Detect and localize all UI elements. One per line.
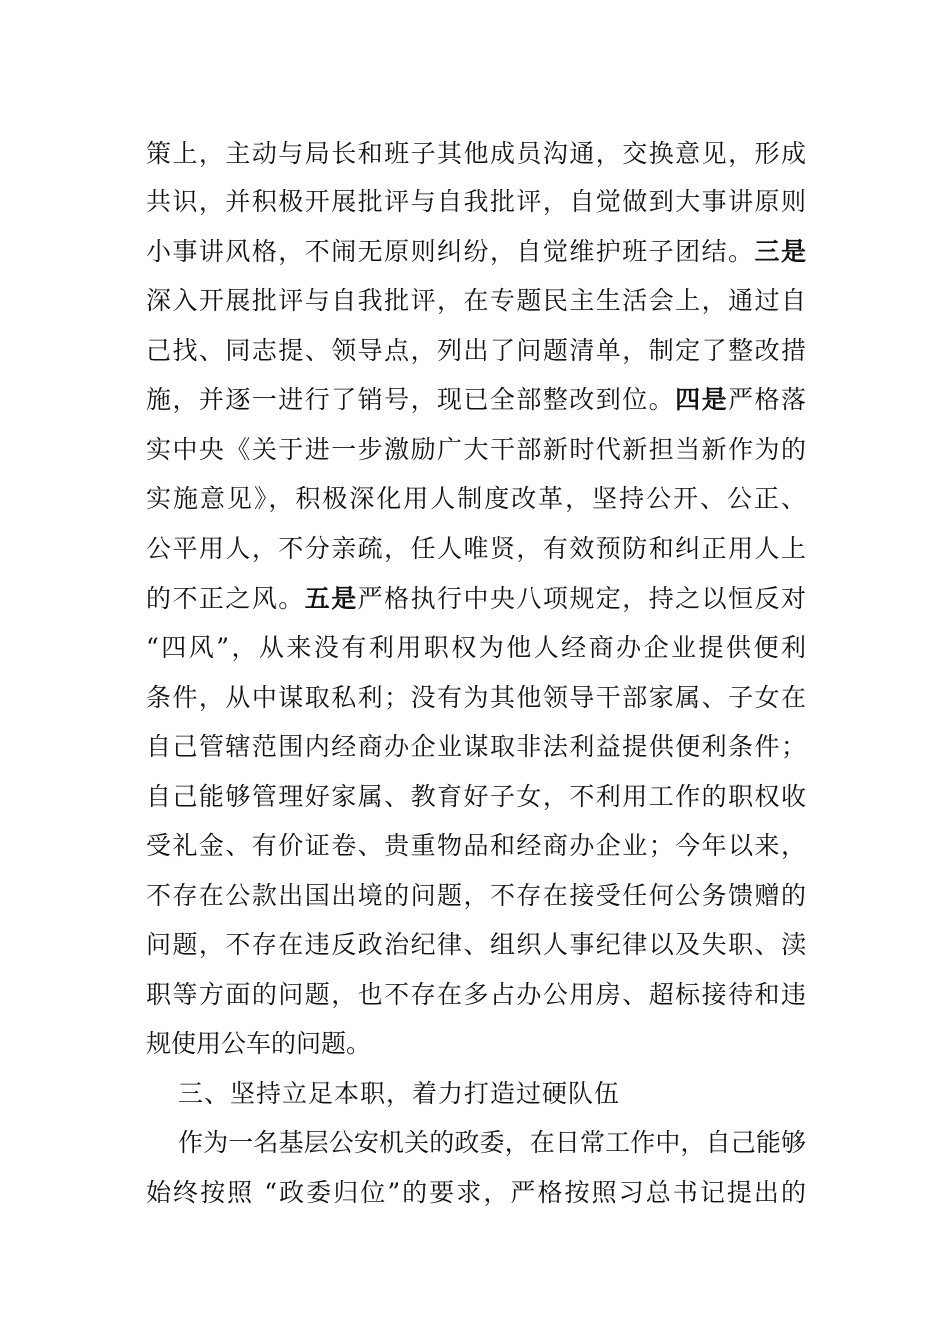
bold-marker: 三是 (754, 237, 806, 266)
text-run: 严格落 (728, 385, 806, 414)
text-line (146, 479, 806, 519)
text-run: 公平用人，不分亲疏，任人唯贤，有效预防和纠正用人上 (146, 534, 806, 563)
text-run: 条件，从中谋取私利；没有为其他领导干部家属、子女在 (146, 683, 806, 712)
text-line (146, 925, 806, 965)
text-line (146, 876, 806, 916)
text-line (178, 1123, 806, 1163)
text-line (146, 1024, 806, 1064)
text-line (146, 281, 806, 321)
text-line (146, 628, 806, 668)
text-run: 始终按照 “政委归位”的要求，严格按照习总书记提出的 (146, 1178, 806, 1207)
text-line (146, 182, 806, 222)
text-run: 问题，不存在违反政治纪律、组织人事纪律以及失职、渎 (146, 930, 806, 959)
heading-text: 三、坚持立足本职，着力打造过硬队伍 (178, 1079, 621, 1108)
text-run: 职等方面的问题，也不存在多占办公用房、超标接待和违 (146, 980, 806, 1009)
text-run: 深入开展批评与自我批评，在专题民主生活会上，通过自 (146, 286, 806, 315)
text-line (146, 975, 806, 1015)
text-run: 不存在公款出国出境的问题，不存在接受任何公务馈赠的 (146, 881, 806, 910)
text-line (146, 380, 806, 420)
text-run: 策上，主动与局长和班子其他成员沟通，交换意见，形成 (146, 139, 806, 168)
text-line (146, 777, 806, 817)
text-line (146, 430, 806, 470)
text-run: 规使用公车的问题。 (146, 1029, 372, 1058)
text-line (146, 727, 806, 767)
text-run: 小事讲风格，不闹无原则纠纷，自觉维护班子团结。 (146, 237, 755, 266)
text-run: 实施意见》，积极深化用人制度改革，坚持公开、公正、 (146, 484, 806, 513)
bold-marker: 四是 (675, 385, 729, 414)
text-run: “四风”，从来没有利用职权为他人经商办企业提供便利 (146, 633, 806, 662)
text-run: 受礼金、有价证卷、贵重物品和经商办企业；今年以来， (146, 831, 806, 860)
text-run: 实中央《关于进一步激励广大干部新时代新担当新作为的 (146, 435, 806, 464)
text-line (146, 579, 806, 619)
text-line (146, 529, 806, 569)
section-heading (178, 1074, 638, 1114)
text-line (146, 331, 806, 371)
text-run: 己找、同志提、领导点，列出了问题清单，制定了整改措 (146, 336, 806, 365)
text-line (146, 232, 806, 272)
bold-marker: 五是 (304, 584, 358, 613)
text-run: 自己管辖范围内经商办企业谋取非法利益提供便利条件； (146, 732, 806, 761)
text-run: 的不正之风。 (146, 584, 305, 613)
text-run: 自己能够管理好家属、教育好子女，不利用工作的职权收 (146, 782, 806, 811)
text-run: 共识，并积极开展批评与自我批评，自觉做到大事讲原则 (146, 187, 806, 216)
text-line (146, 826, 806, 866)
text-line (146, 1173, 806, 1213)
text-line (146, 678, 806, 718)
text-run: 作为一名基层公安机关的政委，在日常工作中，自己能够 (178, 1128, 806, 1157)
text-run: 施，并逐一进行了销号，现已全部整改到位。 (146, 385, 676, 414)
text-run: 严格执行中央八项规定，持之以恒反对 (357, 584, 806, 613)
text-line (146, 134, 806, 174)
